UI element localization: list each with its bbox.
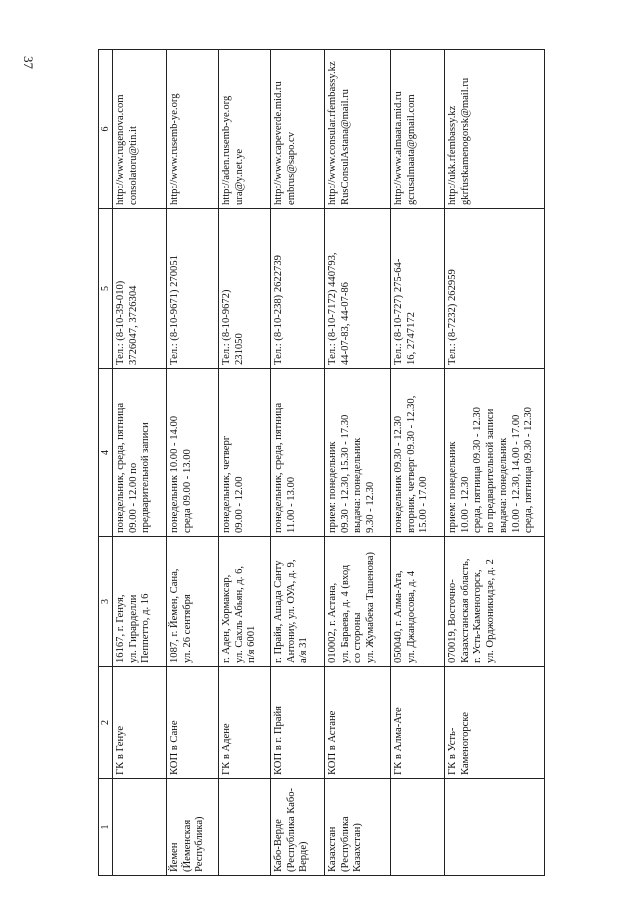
country-cell xyxy=(113,779,167,876)
phone-cell: Тел.: (8-10-39-010) 3726047, 3726304 xyxy=(113,209,167,369)
column-number: 1 xyxy=(99,779,113,876)
hours-cell: понедельник, четверг 09.00 - 12.00 xyxy=(219,369,271,537)
address-cell: 070019, Восточно- Казахстанская область, г. Усть-Каменогорск, ул. Орджоникидзе, д. 2 xyxy=(445,537,545,667)
office-cell: ГК в Усть- Каменогорске xyxy=(445,667,545,779)
table-row xyxy=(113,50,167,876)
table-row xyxy=(391,50,445,876)
country-cell xyxy=(219,779,271,876)
table-row xyxy=(219,50,271,876)
country-cell: Кабо-Верде (Республика Кабо- Верде) xyxy=(271,779,325,876)
address-cell: 1087, г. Йемен, Сана, ул. 26 сентября xyxy=(167,537,219,667)
address-cell: 010002, г. Астана, ул. Бараева, д. 4 (вход со стороны ул. Жумабека Ташенова) xyxy=(325,537,391,667)
table-row xyxy=(271,50,325,876)
office-cell: КОП в Астане xyxy=(325,667,391,779)
page-number: 37 xyxy=(21,56,36,69)
office-cell: ГК в Алма-Ате xyxy=(391,667,445,779)
address-cell: 16167, г. Генуя, ул. Гирарделли Пеппетто, д. 16 xyxy=(113,537,167,667)
phone-cell: Тел.: (8-10-727) 275-64- 16, 2747172 xyxy=(391,209,445,369)
office-cell: ГК в Генуе xyxy=(113,667,167,779)
column-number: 4 xyxy=(99,369,113,537)
column-number: 2 xyxy=(99,667,113,779)
web-cell: http://aden.rusemb-ye.org ura@y.net.ye xyxy=(219,50,271,209)
web-cell: http://ukk.rfembassy.kz gkrfustkamenogorsk@mail.ru xyxy=(445,50,545,209)
hours-cell: понедельник, среда, пятница 09.00 - 12.00 по предварительной записи xyxy=(113,369,167,537)
phone-cell: Тел.: (8-7232) 262959 xyxy=(445,209,545,369)
consulate-table xyxy=(98,49,545,876)
web-cell: http://www.rusemb-ye.org xyxy=(167,50,219,209)
hours-cell: прием: понедельник 09.30 - 12.30, 15.30 - 17.30 выдача: понедельник 9.30 - 12.30 xyxy=(325,369,391,537)
phone-cell: Тел.: (8-10-9672) 231050 xyxy=(219,209,271,369)
office-cell: ГК в Адене xyxy=(219,667,271,779)
country-cell xyxy=(391,779,445,876)
table-row xyxy=(325,50,391,876)
office-cell: КОП в г. Прайя xyxy=(271,667,325,779)
column-number: 5 xyxy=(99,209,113,369)
web-cell: http://www.rugenova.com consolatoru@tin.it xyxy=(113,50,167,209)
address-cell: 050040, г. Алма-Ата, ул. Джандосова, д. 4 xyxy=(391,537,445,667)
country-cell: Йемен (Йеменская Республика) xyxy=(167,779,219,876)
phone-cell: Тел.: (8-10-9671) 270051 xyxy=(167,209,219,369)
country-cell: Казахстан (Республика Казахстан) xyxy=(325,779,391,876)
office-cell: КОП в Сане xyxy=(167,667,219,779)
column-number: 6 xyxy=(99,50,113,209)
rotated-table-wrapper xyxy=(98,50,544,876)
web-cell: http://www.almaata.mid.ru gcrusalmaata@gmail.com xyxy=(391,50,445,209)
hours-cell: понедельник, среда, пятница 11.00 - 13.00 xyxy=(271,369,325,537)
address-cell: г. Аден, Хормаксар, ул. Сахль Абьян, д. 6, п/я 6001 xyxy=(219,537,271,667)
country-cell xyxy=(445,779,545,876)
phone-cell: Тел.: (8-10-238) 2622739 xyxy=(271,209,325,369)
address-cell: г. Прайя, Ашада Санту Антониу, ул. ОУА, д. 9, а/я 31 xyxy=(271,537,325,667)
column-number: 3 xyxy=(99,537,113,667)
phone-cell: Тел.: (8-10-7172) 440793, 44-07-83, 44-07-86 xyxy=(325,209,391,369)
column-number-row xyxy=(99,50,113,876)
table-row xyxy=(445,50,545,876)
hours-cell: понедельник 09.30 - 12.30 вторник, четверг 09.30 - 12.30, 15.00 - 17.00 xyxy=(391,369,445,537)
hours-cell: прием: понедельник 10.00 - 12.30 среда, пятница 09.30 - 12.30 по предварительной записи выдача: понедельник 10.00 - 12.30, 14.00 - 17.00 среда, пятница 09.30 - 12.30 xyxy=(445,369,545,537)
web-cell: http://www.consular.rfembassy.kz RusConsulAstana@mail.ru xyxy=(325,50,391,209)
web-cell: http://www.capeverde.mid.ru embrus@sapo.cv xyxy=(271,50,325,209)
table-row xyxy=(167,50,219,876)
hours-cell: понедельник 10.00 - 14.00 среда 09.00 - 13.00 xyxy=(167,369,219,537)
